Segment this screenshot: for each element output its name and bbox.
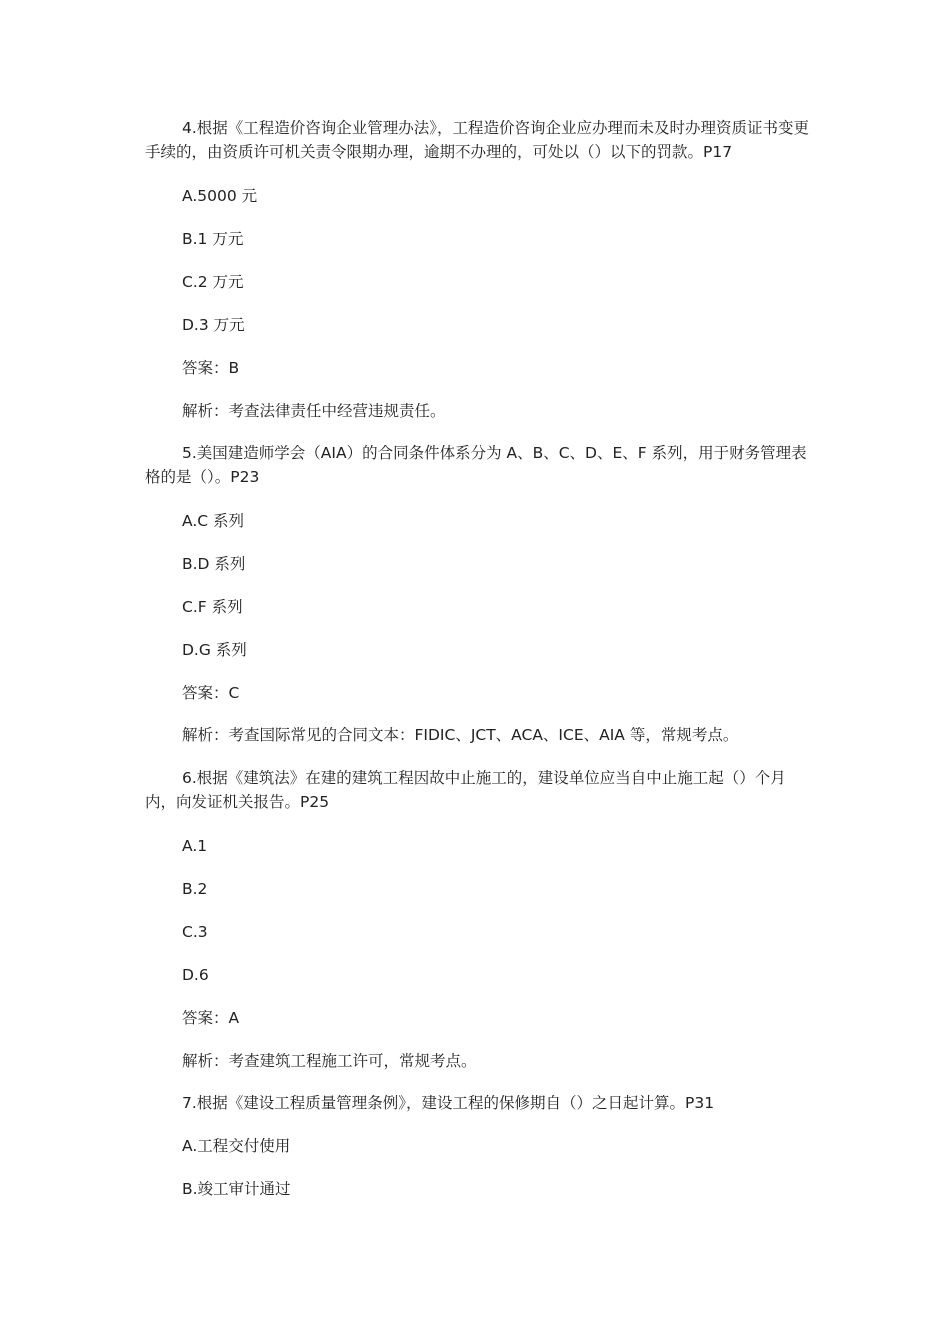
question-6-option-a: A.1 [182, 837, 208, 855]
question-7-option-a: A.工程交付使用 [182, 1137, 291, 1155]
question-4-analysis: 解析：考查法律责任中经营违规责任。 [182, 402, 446, 420]
question-4-option-c: C.2 万元 [182, 273, 244, 291]
question-6-stem: 6.根据《建筑法》在建的建筑工程因故中止施工的，建设单位应当自中止施工起（）个月内，向发证机关报告。P25 [145, 769, 786, 811]
question-7-stem: 7.根据《建设工程质量管理条例》，建设工程的保修期自（）之日起计算。P31 [182, 1094, 715, 1112]
question-5-option-d: D.G 系列 [182, 641, 247, 659]
question-6-analysis: 解析：考查建筑工程施工许可，常规考点。 [182, 1052, 477, 1070]
question-6-option-d: D.6 [182, 966, 209, 984]
question-4-option-a: A.5000 元 [182, 187, 258, 205]
question-5-option-a: A.C 系列 [182, 512, 245, 530]
question-5-answer: 答案：C [182, 684, 240, 702]
question-7-option-b: B.竣工审计通过 [182, 1180, 291, 1198]
question-5-stem: 5.美国建造师学会（AIA）的合同条件体系分为 A、B、C、D、E、F 系列，用于财务管理表格的是（）。P23 [145, 444, 807, 486]
question-6-option-b: B.2 [182, 880, 208, 898]
question-4-stem: 4.根据《工程造价咨询企业管理办法》，工程造价咨询企业应办理而未及时办理资质证书变更手续的，由资质许可机关责令限期办理，逾期不办理的，可处以（）以下的罚款。P17 [145, 119, 810, 161]
question-6-answer: 答案：A [182, 1009, 240, 1027]
question-4-option-b: B.1 万元 [182, 230, 244, 248]
question-4-option-d: D.3 万元 [182, 316, 245, 334]
question-6-option-c: C.3 [182, 923, 208, 941]
question-5-option-c: C.F 系列 [182, 598, 243, 616]
question-5-option-b: B.D 系列 [182, 555, 246, 573]
question-4-answer: 答案：B [182, 359, 240, 377]
question-5-analysis: 解析：考查国际常见的合同文本：FIDIC、JCT、ACA、ICE、AIA 等，常规考点。 [182, 726, 739, 744]
